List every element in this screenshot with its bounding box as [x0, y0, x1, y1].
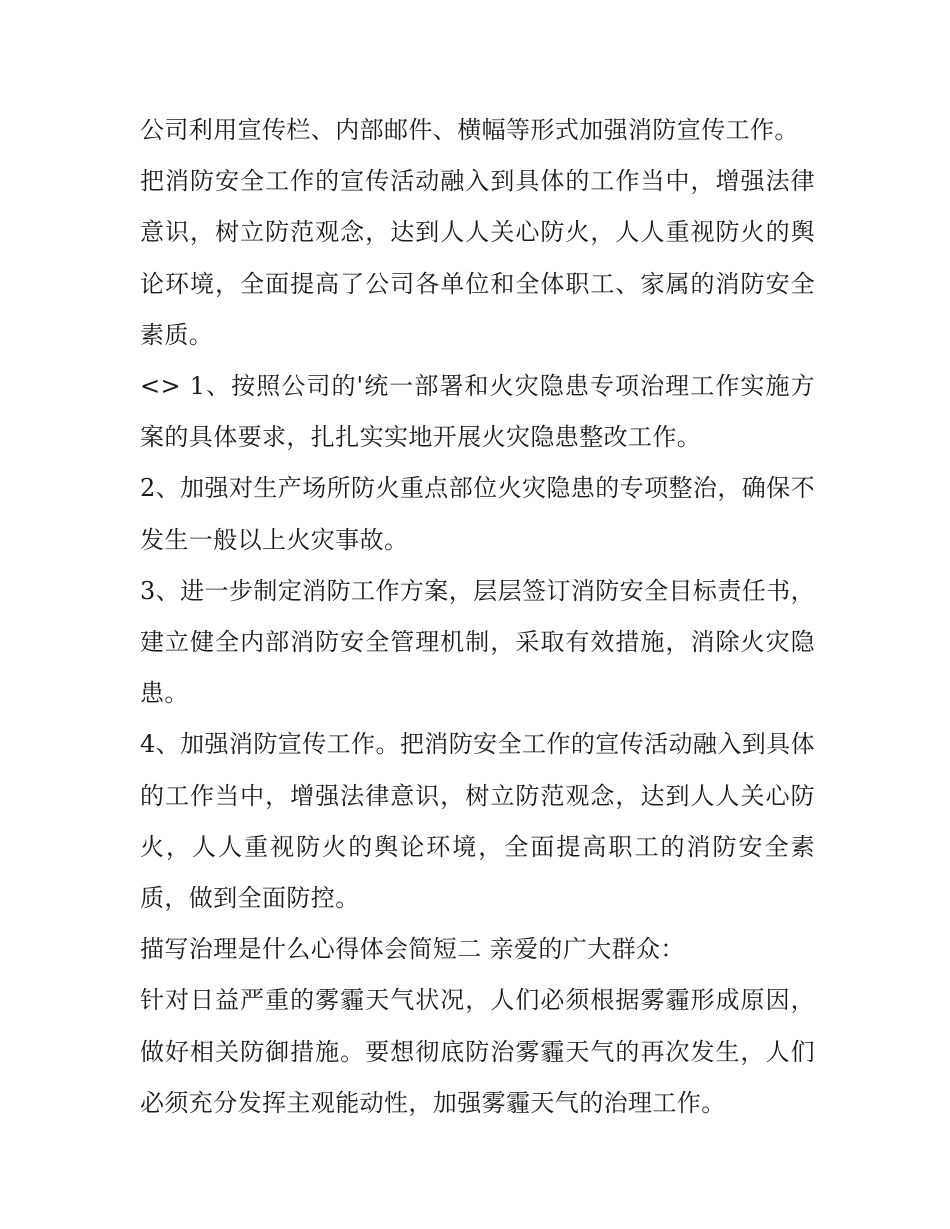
- paragraph-fire-safety-awareness: 把消防安全工作的宣传活动融入到具体的工作当中，增强法律意识，树立防范观念，达到人人关心防火，人人重视防火的舆论环境，全面提高了公司各单位和全体职工、家属的消防安全素质。: [140, 167, 815, 349]
- paragraph-item-4: 4、加强消防宣传工作。把消防安全工作的宣传活动融入到具体的工作当中，增强法律意识，树立防范观念，达到人人关心防火，人人重视防火的舆论环境，全面提高职工的消防安全素质，做到全面防控。: [140, 730, 815, 913]
- paragraph-fire-publicity-forms: 公司利用宣传栏、内部邮件、横幅等形式加强消防宣传工作。: [140, 116, 799, 144]
- paragraph-item-3: 3、进一步制定消防工作方案，层层签订消防安全目标责任书，建立健全内部消防安全管理机制，采取有效措施，消除火灾隐患。: [140, 576, 815, 708]
- paragraph-item-2: 2、加强对生产场所防火重点部位火灾隐患的专项整治，确保不发生一般以上火灾事故。: [140, 474, 815, 554]
- document-body: [140, 105, 815, 1129]
- paragraph-item-1: <> 1、按照公司的'统一部署和火灾隐患专项治理工作实施方案的具体要求，扎扎实实地开展火灾隐患整改工作。: [140, 372, 815, 452]
- paragraph-section-heading: 描写治理是什么心得体会简短二 亲爱的广大群众：: [140, 935, 685, 964]
- paragraph-smog-governance: 针对日益严重的雾霾天气状况，人们必须根据雾霾形成原因，做好相关防御措施。要想彻底防治雾霾天气的再次发生，人们必须充分发挥主观能动性，加强雾霾天气的治理工作。: [140, 986, 815, 1117]
